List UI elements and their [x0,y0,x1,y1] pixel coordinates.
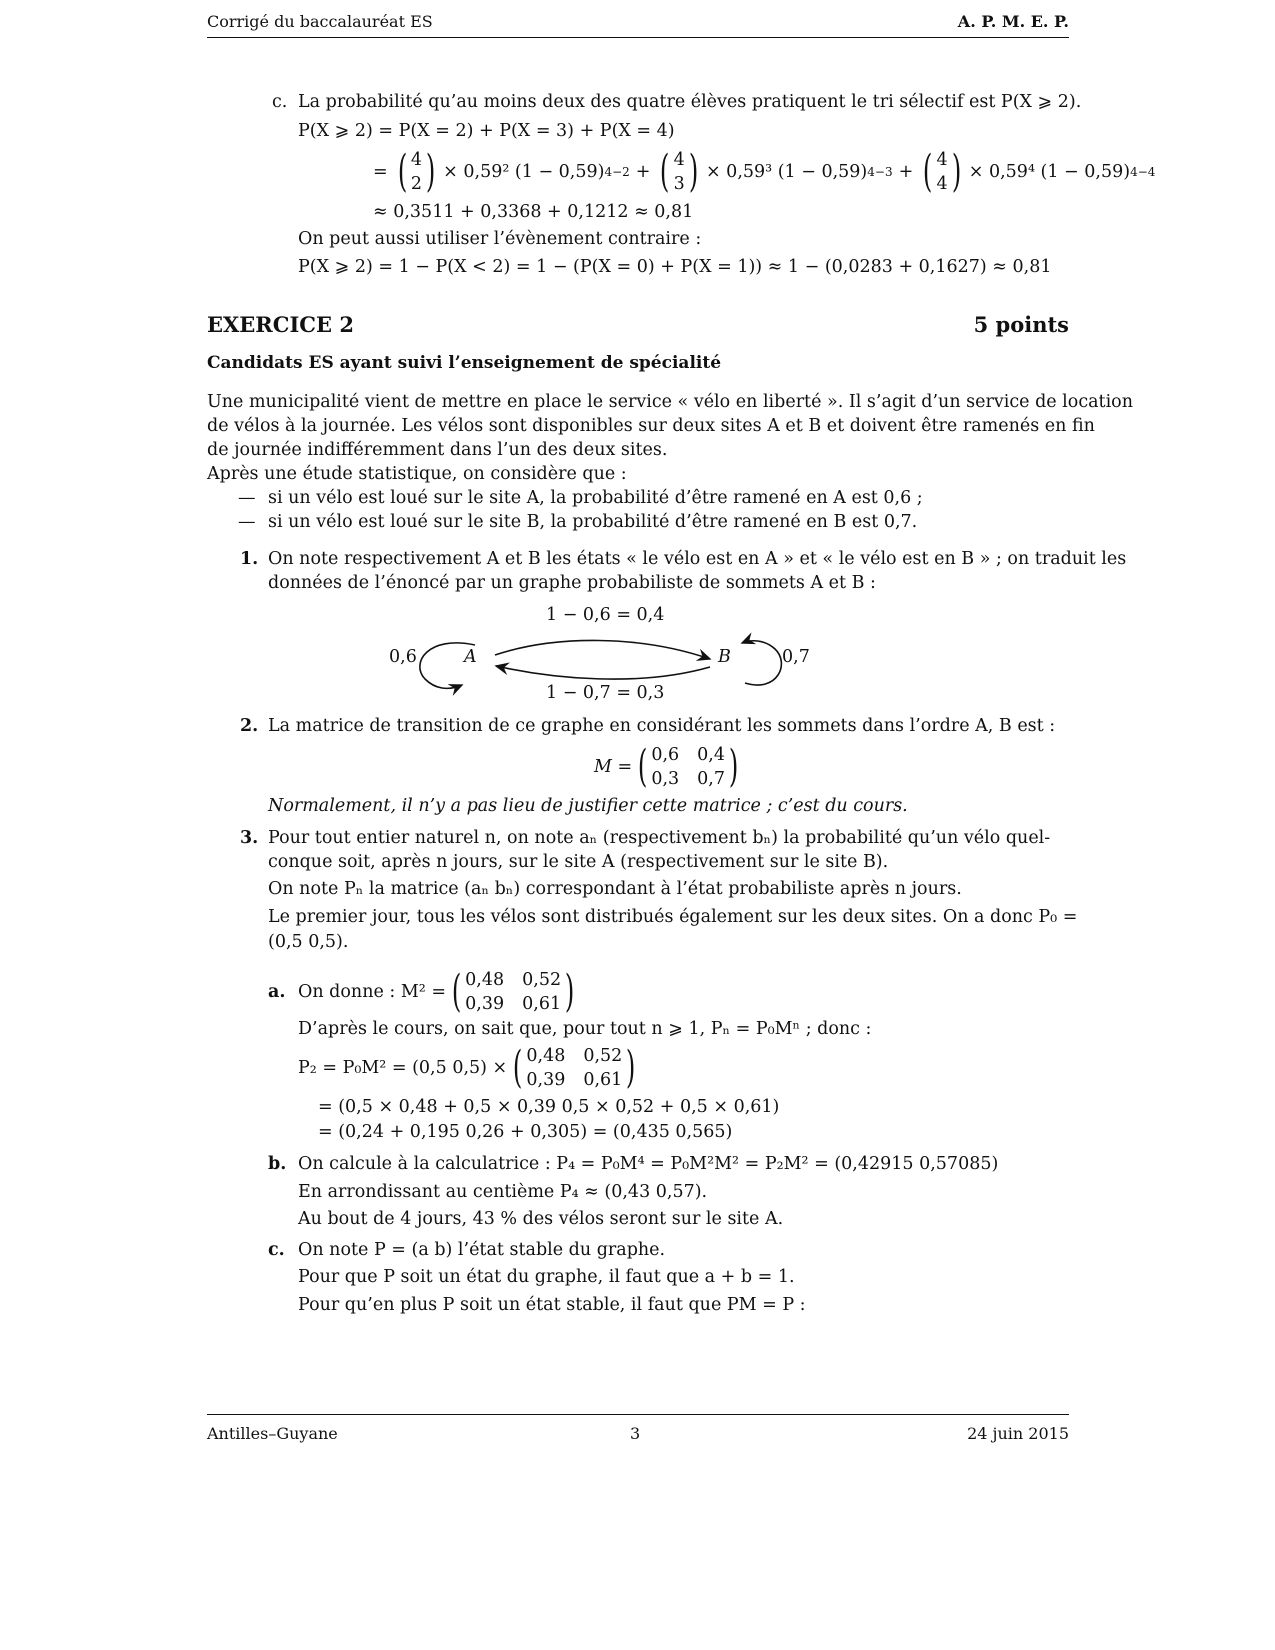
bullet-dash-1: — [238,488,256,508]
part-c-intro: La probabilité qu’au moins deux des quatre élèves pratiquent le tri sélectif est P(X ⩾ 2). [298,92,1082,112]
bullet-2: si un vélo est loué sur le site B, la probabilité d’être ramené en B est 0,7. [268,512,918,532]
part-a-line-1: D’après le cours, on sait que, pour tout n ⩾ 1, Pₙ = P₀Mⁿ ; donc : [298,1019,872,1039]
header-rule [207,37,1069,38]
binom-term-3: ( 4 4 ) × 0,59⁴ (1 − 0,59) 4−4 [923,146,1156,197]
part-a-line-4: = (0,24 + 0,195 0,26 + 0,305) = (0,435 0,565) [318,1122,733,1142]
q3-number: 3. [240,828,259,848]
q3-line-2: conque soit, après n jours, sur le site A (respectivement sur le site B). [268,852,889,872]
intro-line-2: de vélos à la journée. Les vélos sont disponibles sur deux sites A et B et doivent être ramenés en fin [207,416,1095,436]
part-c-line3: ≈ 0,3511 + 0,3368 + 0,1212 ≈ 0,81 [373,202,694,222]
q3-line-4: Le premier jour, tous les vélos sont distribués également sur les deux sites. On a donc P₀ = [268,907,1078,927]
graph-loop-a-label: 0,6 [389,647,417,667]
matrix-m-entries: 0,6 0,4 0,3 0,7 [651,745,726,789]
edge-b-to-a [496,666,710,679]
q3-line-1: Pour tout entier naturel n, on note aₙ (respectivement bₙ) la probabilité qu’un vélo quel- [268,828,1051,848]
q3-line-3: On note Pₙ la matrice (aₙ bₙ) correspondant à l’état probabiliste après n jours. [268,879,962,899]
q1-line-2: données de l’énoncé par un graphe probabiliste de sommets A et B : [268,573,876,593]
exercise-title: EXERCICE 2 [207,312,354,337]
bullet-dash-2: — [238,512,256,532]
graph-node-b: B [718,647,731,667]
exercise-subtitle: Candidats ES ayant suivi l’enseignement de spécialité [207,353,722,373]
q2-line-1: La matrice de transition de ce graphe en considérant les sommets dans l’ordre A, B est : [268,716,1056,736]
q1-line-1: On note respectivement A et B les états « le vélo est en A » et « le vélo est en B » ; on traduit les [268,549,1127,569]
graph-loop-b-label: 0,7 [782,647,810,667]
running-header-right: A. P. M. E. P. [957,12,1069,31]
binom-term-1: ( 4 2 ) × 0,59² (1 − 0,59) 4−2 + [397,146,651,197]
edge-a-to-b [495,640,710,659]
intro-line-3: de journée indifféremment dans l’un des deux sites. [207,440,668,460]
part-a-given: a. On donne : M² = ( 0,48 0,52 0,39 0,61 ) [268,966,575,1017]
part-c2-line-1: On note P = (a b) l’état stable du graphe. [298,1240,666,1260]
part-c2-line-2: Pour que P soit un état du graphe, il faut que a + b = 1. [298,1267,795,1287]
q2-number: 2. [240,716,259,736]
transition-matrix: M = ( 0,6 0,4 0,3 0,7 ) [594,741,739,792]
q2-note: Normalement, il n’y a pas lieu de justifier cette matrice ; c’est du cours. [268,796,908,816]
intro-line-4: Après une étude statistique, on considère que : [207,464,627,484]
part-a-p2-product: P₂ = P₀M² = (0,5 0,5) × ( 0,48 0,52 0,39 0,61 ) [298,1042,636,1093]
part-b-label: b. [268,1154,287,1174]
graph-node-a: A [464,647,477,667]
part-c-contrary: On peut aussi utiliser l’évènement contraire : [298,229,702,249]
binom-term-2: ( 4 3 ) × 0,59³ (1 − 0,59) 4−3 + [660,146,914,197]
intro-line-1: Une municipalité vient de mettre en place le service « vélo en liberté ». Il s’agit d’un service de location [207,392,1133,412]
exercise-points: 5 points [973,312,1069,337]
footer-right: 24 juin 2015 [967,1424,1069,1443]
q3-line-5: (0,5 0,5). [268,932,349,952]
footer-rule [207,1414,1069,1415]
q1-number: 1. [240,549,259,569]
graph-edge-ab-label: 1 − 0,6 = 0,4 [546,605,665,625]
running-header-left: Corrigé du baccalauréat ES [207,12,433,31]
part-a-line-3: = (0,5 × 0,48 + 0,5 × 0,39 0,5 × 0,52 + 0,5 × 0,61) [318,1097,780,1117]
part-b-line-1: On calcule à la calculatrice : P₄ = P₀M⁴ = P₀M²M² = P₂M² = (0,42915 0,57085) [298,1154,999,1174]
binomial-expansion: = ( 4 2 ) × 0,59² (1 − 0,59) 4−2 + ( 4 3 ) × 0,59³ (1 − 0,59) 4−3 + ( 4 4 ) × 0,59⁴ (1 − 0,59) 4−4 [373,146,1156,197]
part-c2-label: c. [268,1240,285,1260]
matrix-m2-entries-repeat: 0,48 0,52 0,39 0,61 [526,1046,623,1090]
part-b-line-3: Au bout de 4 jours, 43 % des vélos seront sur le site A. [298,1209,784,1229]
graph-edge-ba-label: 1 − 0,7 = 0,3 [546,683,665,703]
matrix-m2-entries: 0,48 0,52 0,39 0,61 [465,970,562,1014]
page-number: 3 [630,1424,641,1443]
loop-arrow-b [742,641,781,685]
part-b-line-2: En arrondissant au centième P₄ ≈ (0,43 0,57). [298,1182,708,1202]
part-c-line4: P(X ⩾ 2) = 1 − P(X < 2) = 1 − (P(X = 0) + P(X = 1)) ≈ 1 − (0,0283 + 0,1627) ≈ 0,81 [298,257,1052,277]
part-c-label: c. [272,92,288,112]
footer-left: Antilles–Guyane [207,1424,338,1443]
part-c-line1: P(X ⩾ 2) = P(X = 2) + P(X = 3) + P(X = 4) [298,121,675,141]
part-c2-line-3: Pour qu’en plus P soit un état stable, il faut que PM = P : [298,1295,806,1315]
bullet-1: si un vélo est loué sur le site A, la probabilité d’être ramené en A est 0,6 ; [268,488,923,508]
